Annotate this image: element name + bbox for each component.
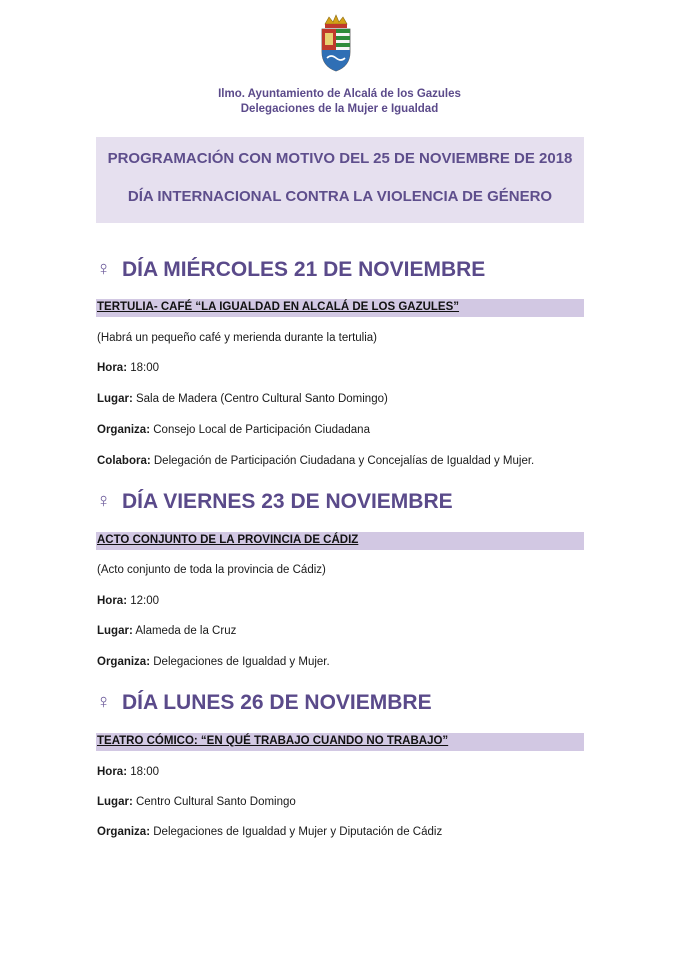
venus-symbol-icon: ♀ bbox=[96, 490, 111, 512]
coat-of-arms-logo bbox=[319, 14, 353, 74]
event-title: TERTULIA- CAFÉ “LA IGUALDAD EN ALCALÁ DE LOS GAZULES” bbox=[97, 301, 460, 313]
day-heading bbox=[96, 258, 485, 282]
event-organizer: Organiza: Delegaciones de Igualdad y Mujer. bbox=[97, 656, 330, 668]
venus-symbol-icon: ♀ bbox=[96, 258, 111, 280]
event-note: (Acto conjunto de toda la provincia de Cádiz) bbox=[97, 564, 326, 576]
event-note: (Habrá un pequeño café y merienda durante la tertulia) bbox=[97, 332, 378, 344]
day-title: DÍA VIERNES 23 DE NOVIEMBRE bbox=[122, 490, 453, 513]
program-subtitle: DÍA INTERNACIONAL CONTRA LA VIOLENCIA DE GÉNERO bbox=[127, 188, 553, 205]
organization-name: Ilmo. Ayuntamiento de Alcalá de los Gazules bbox=[218, 88, 461, 100]
event-place: Lugar: Sala de Madera (Centro Cultural Santo Domingo) bbox=[97, 393, 388, 405]
event-time: Hora: 18:00 bbox=[97, 766, 160, 778]
event-organizer: Organiza: Consejo Local de Participación Ciudadana bbox=[97, 424, 370, 436]
event-place: Lugar: Centro Cultural Santo Domingo bbox=[97, 796, 296, 808]
event-place: Lugar: Alameda de la Cruz bbox=[97, 625, 237, 637]
program-title: PROGRAMACIÓN CON MOTIVO DEL 25 DE NOVIEMBRE DE 2018 bbox=[107, 150, 573, 167]
venus-symbol-icon: ♀ bbox=[96, 691, 111, 713]
event-title: ACTO CONJUNTO DE LA PROVINCIA DE CÁDIZ bbox=[97, 534, 359, 546]
event-collaborator: Colabora: Delegación de Participación Ciudadana y Concejalías de Igualdad y Mujer. bbox=[97, 455, 535, 467]
event-title: TEATRO CÓMICO: “EN QUÉ TRABAJO CUANDO NO TRABAJO” bbox=[97, 735, 449, 747]
event-organizer: Organiza: Delegaciones de Igualdad y Mujer y Diputación de Cádiz bbox=[97, 826, 443, 838]
day-title: DÍA LUNES 26 DE NOVIEMBRE bbox=[122, 691, 432, 714]
day-heading bbox=[96, 490, 453, 514]
day-heading bbox=[96, 691, 432, 715]
event-time: Hora: 12:00 bbox=[97, 595, 160, 607]
event-time: Hora: 18:00 bbox=[97, 362, 160, 374]
day-title: DÍA MIÉRCOLES 21 DE NOVIEMBRE bbox=[122, 258, 486, 281]
organization-department: Delegaciones de la Mujer e Igualdad bbox=[240, 103, 439, 115]
